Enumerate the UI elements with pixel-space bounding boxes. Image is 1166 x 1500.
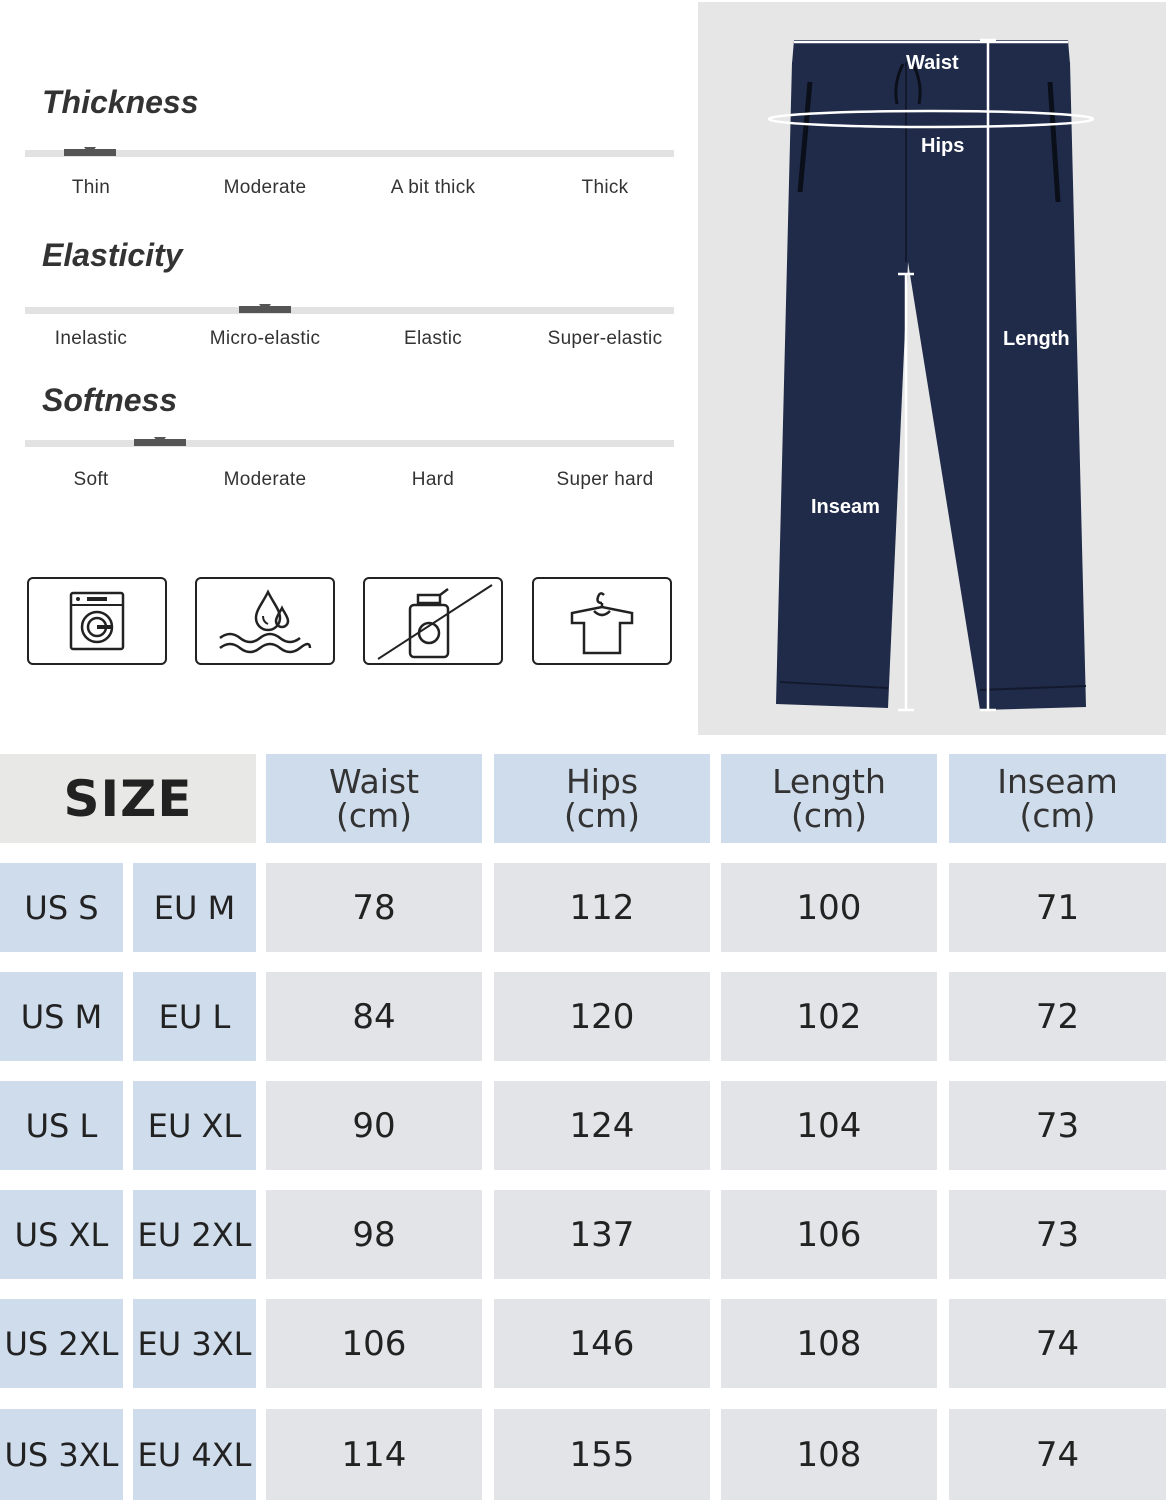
inseam-cell: 73 (949, 1190, 1166, 1279)
thickness-option: Moderate (223, 177, 307, 198)
hips-cell: 124 (494, 1081, 710, 1170)
softness-option: Super hard (556, 469, 654, 490)
inseam-cell: 72 (949, 972, 1166, 1061)
elasticity-option: Elastic (403, 328, 463, 349)
hips-cell: 155 (494, 1409, 710, 1500)
us-size-cell: US XL (0, 1190, 123, 1279)
water-temperature-icon (195, 577, 335, 665)
length-cell: 106 (721, 1190, 937, 1279)
us-size-cell: US S (0, 863, 123, 952)
waist-cell: 106 (266, 1299, 482, 1388)
column-name: Waist (328, 761, 420, 801)
elasticity-marker (239, 306, 291, 313)
us-size-cell: US 2XL (0, 1299, 123, 1388)
inseam-cell: 73 (949, 1081, 1166, 1170)
hips-cell: 137 (494, 1190, 710, 1279)
eu-size-cell: EU 4XL (133, 1409, 256, 1500)
elasticity-scale (25, 307, 674, 314)
waist-label: Waist (906, 52, 959, 74)
softness-option: Soft (73, 469, 109, 490)
waist-cell: 90 (266, 1081, 482, 1170)
inseam-cell: 74 (949, 1299, 1166, 1388)
waist-cell: 98 (266, 1190, 482, 1279)
eu-size-cell: EU 3XL (133, 1299, 256, 1388)
softness-scale (25, 440, 674, 447)
waist-cell: 114 (266, 1409, 482, 1500)
length-cell: 108 (721, 1299, 937, 1388)
column-unit: (cm) (335, 795, 413, 835)
column-unit: (cm) (1019, 795, 1096, 835)
washing-machine-icon (27, 577, 167, 665)
eu-size-cell: EU L (133, 972, 256, 1061)
length-cell: 100 (721, 863, 937, 952)
elasticity-title: Elasticity (42, 237, 183, 273)
elasticity-option: Micro-elastic (209, 328, 321, 349)
thickness-title: Thickness (42, 84, 199, 120)
hips-cell: 146 (494, 1299, 710, 1388)
thickness-option: A bit thick (390, 177, 476, 198)
softness-title: Softness (42, 382, 178, 418)
length-cell: 108 (721, 1409, 937, 1500)
inseam-cell: 74 (949, 1409, 1166, 1500)
waist-cell: 78 (266, 863, 482, 952)
no-bleach-icon (363, 577, 503, 665)
elasticity-option: Inelastic (54, 328, 128, 349)
waist-cell: 84 (266, 972, 482, 1061)
eu-size-cell: EU XL (133, 1081, 256, 1170)
column-name: Length (772, 761, 886, 801)
column-header (494, 754, 710, 843)
thickness-marker (64, 149, 116, 156)
column-header (721, 754, 937, 843)
elasticity-option: Super-elastic (547, 328, 663, 349)
softness-marker (134, 439, 186, 446)
hips-label: Hips (921, 135, 965, 157)
column-name: Inseam (997, 761, 1118, 801)
us-size-cell: US 3XL (0, 1409, 123, 1500)
column-name: Hips (565, 761, 639, 801)
softness-option: Hard (411, 469, 455, 490)
hips-cell: 112 (494, 863, 710, 952)
us-size-cell: US M (0, 972, 123, 1061)
hips-cell: 120 (494, 972, 710, 1061)
thickness-option: Thick (581, 177, 629, 198)
pants-illustration (698, 2, 1166, 735)
eu-size-cell: EU 2XL (133, 1190, 256, 1279)
hang-dry-icon (532, 577, 672, 665)
thickness-option: Thin (71, 177, 111, 198)
column-header (949, 754, 1166, 843)
pants-measurement-diagram (698, 2, 1166, 735)
us-size-cell: US L (0, 1081, 123, 1170)
length-cell: 102 (721, 972, 937, 1061)
size-header: SIZE (0, 754, 256, 843)
column-header (266, 754, 482, 843)
column-unit: (cm) (790, 795, 868, 835)
softness-option: Moderate (223, 469, 307, 490)
inseam-label: Inseam (811, 496, 880, 518)
thickness-scale (25, 150, 674, 157)
eu-size-cell: EU M (133, 863, 256, 952)
column-unit: (cm) (563, 795, 641, 835)
inseam-cell: 71 (949, 863, 1166, 952)
length-cell: 104 (721, 1081, 937, 1170)
length-label: Length (1003, 328, 1070, 350)
